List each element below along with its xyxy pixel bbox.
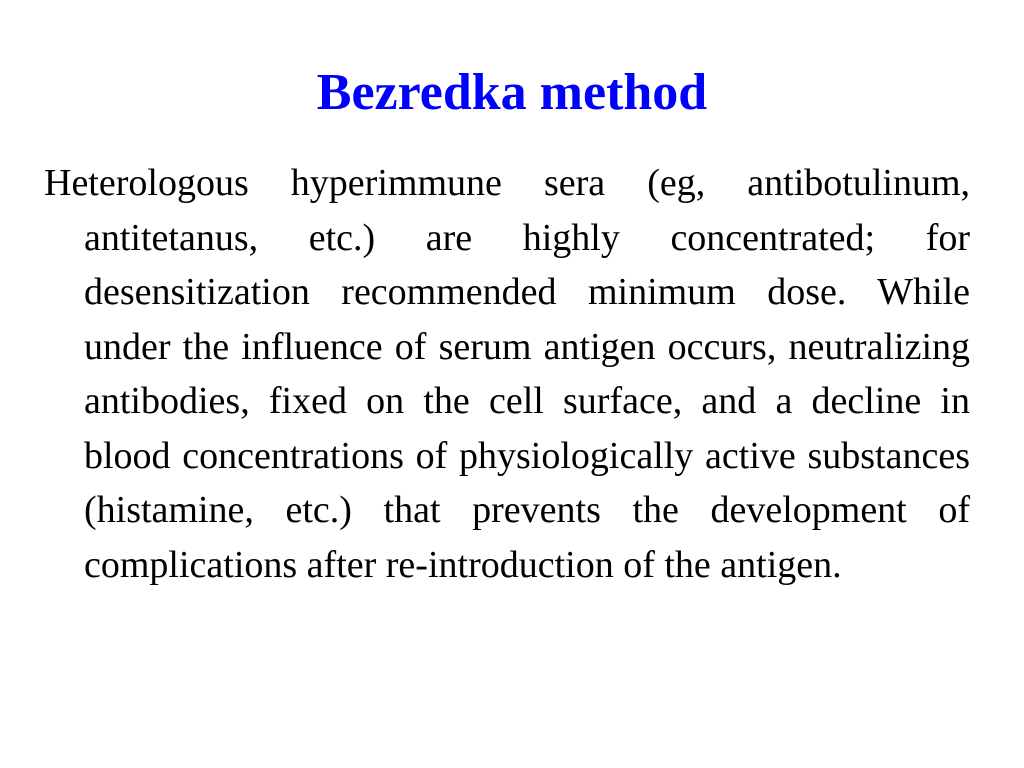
slide-title: Bezredka method [316, 64, 708, 121]
slide-body-text: Heterologous hyperimmune sera (eg, antibotulinum, antitetanus, etc.) are highly concentrated; for desensitization recommended minimum dose. While under the influence of serum antigen occurs, neutralizing antibodies, fixed on the cell surface, and a decline in blood concentrations of physiologically active substances (histamine, etc.) that prevents the development of complications after re-introduction of the antigen. [44, 162, 970, 586]
